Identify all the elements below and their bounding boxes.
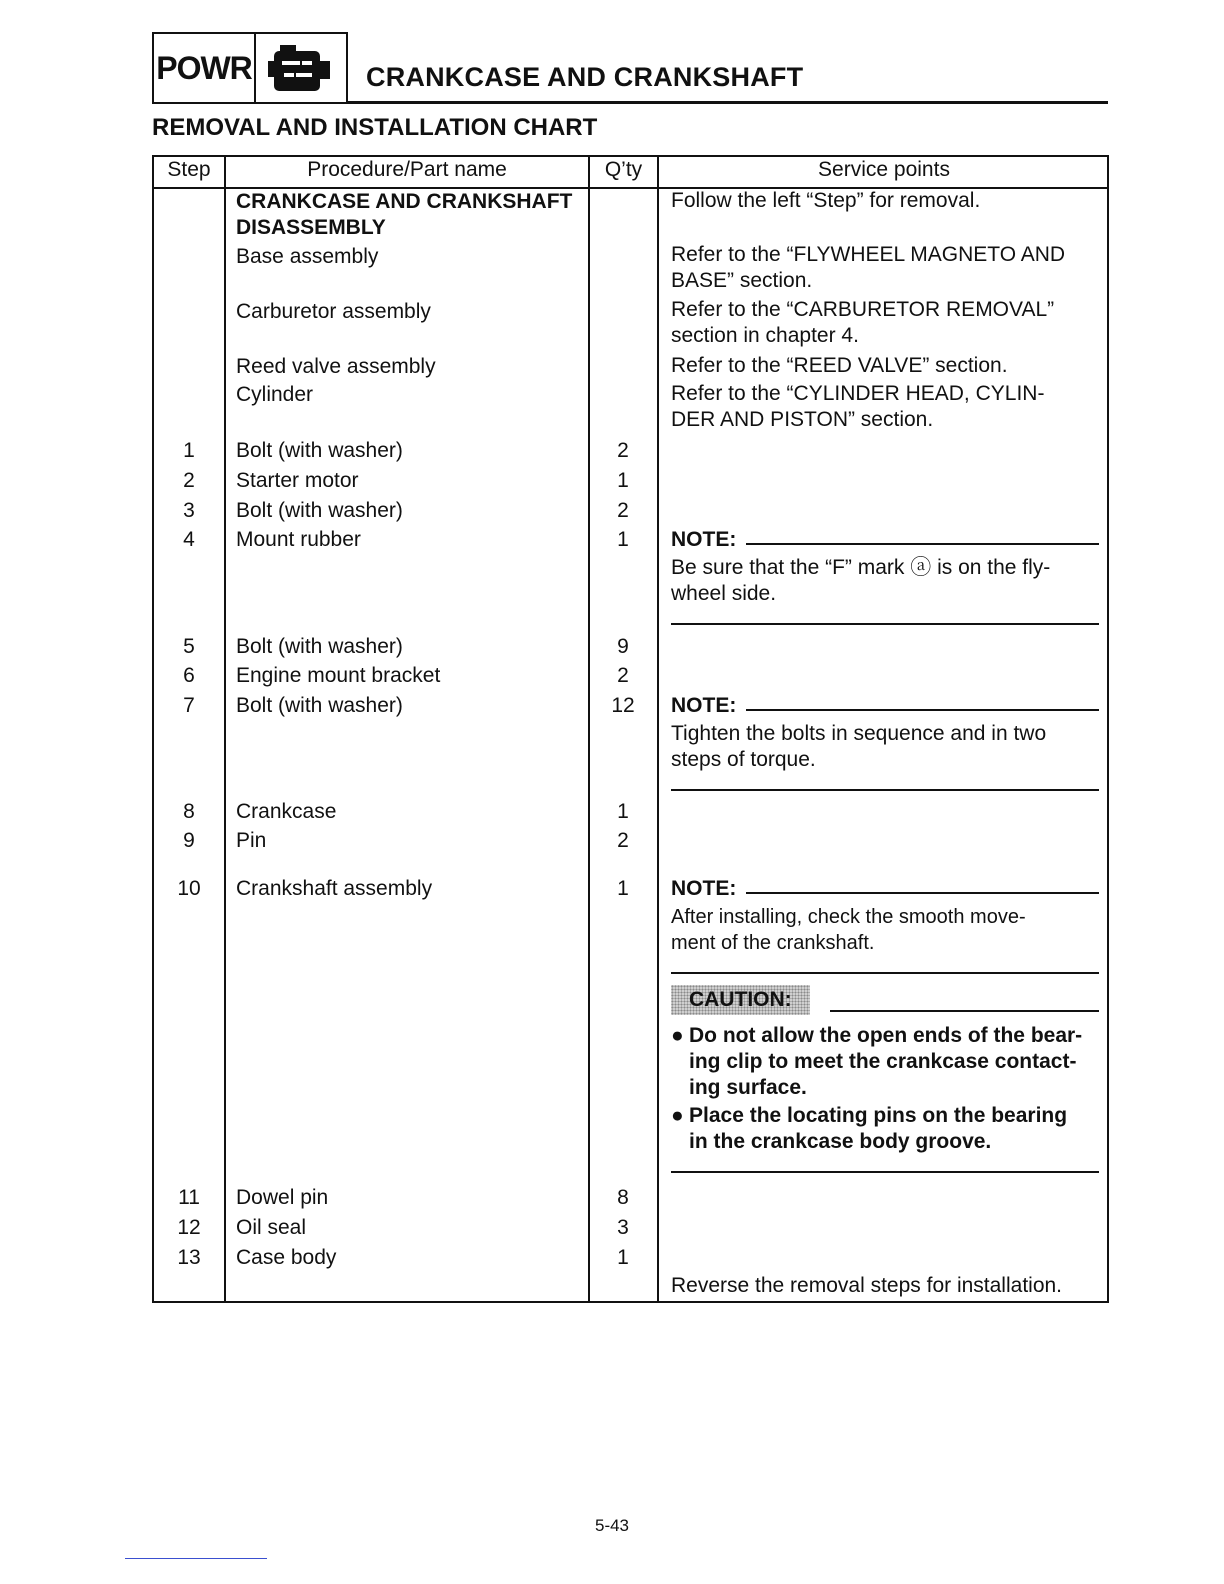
- service-carb-ref: [671, 297, 1099, 349]
- page-number: 5-43: [594, 1516, 630, 1535]
- service-reed-ref: Refer to the “REED VALVE” section.: [671, 354, 1008, 377]
- caution-text: ing clip to meet the crankcase contact-: [689, 1050, 1077, 1073]
- step-number: 1: [183, 439, 195, 462]
- service-line: Refer to the “CARBURETOR REMOVAL”: [671, 298, 1055, 321]
- note-label: NOTE:: [671, 528, 737, 551]
- step-number: 4: [183, 528, 195, 551]
- quantity: 2: [617, 499, 629, 522]
- note-crankshaft: [671, 876, 1099, 974]
- caution-end-rule: [671, 1171, 1099, 1173]
- note-heading: [671, 876, 1099, 902]
- service-follow-steps: Follow the left “Step” for removal.: [671, 189, 981, 212]
- service-line: section in chapter 4.: [671, 324, 859, 347]
- part-name: Engine mount bracket: [236, 664, 441, 687]
- page-title: CRANKCASE AND CRANKSHAFT: [366, 62, 804, 92]
- part-name: Crankshaft assembly: [236, 877, 433, 900]
- note-heading: [671, 693, 1099, 719]
- quantity: 9: [617, 635, 629, 658]
- column-header-qty: Q’ty: [604, 158, 643, 181]
- step-number: 13: [177, 1246, 201, 1269]
- note-text: ment of the crankshaft.: [671, 932, 875, 954]
- part-name: Crankcase: [236, 800, 337, 823]
- service-line: Refer to the “CYLINDER HEAD, CYLIN-: [671, 382, 1045, 405]
- note-label: NOTE:: [671, 694, 737, 717]
- column-header-service: Service points: [818, 158, 950, 181]
- step-number: 12: [177, 1216, 201, 1239]
- note-end-rule: [671, 789, 1099, 791]
- bullet-icon: ●: [671, 1024, 684, 1047]
- part-name: Case body: [236, 1246, 337, 1269]
- removal-installation-table: [152, 155, 1109, 1303]
- step-number: 5: [183, 635, 195, 658]
- note-label: NOTE:: [671, 877, 737, 900]
- column-divider: [657, 157, 659, 1301]
- service-line: Refer to the “FLYWHEEL MAGNETO AND: [671, 243, 1066, 266]
- quantity: 12: [611, 694, 635, 717]
- bottom-rule: [125, 1558, 267, 1559]
- note-text: Tighten the bolts in sequence and in two: [671, 722, 1047, 745]
- part-name: Bolt (with washer): [236, 635, 403, 658]
- caution-bullet: [671, 1103, 1099, 1155]
- chart-title: REMOVAL AND INSTALLATION CHART: [152, 114, 598, 141]
- note-text: wheel side.: [671, 582, 777, 605]
- service-line: BASE” section.: [671, 269, 813, 292]
- part-name: Base assembly: [236, 245, 379, 268]
- quantity: 3: [617, 1216, 629, 1239]
- service-line: DER AND PISTON” section.: [671, 408, 934, 431]
- note-end-rule: [671, 972, 1099, 974]
- note-heading: [671, 527, 1099, 553]
- part-name: DISASSEMBLY: [236, 216, 386, 239]
- part-name: Reed valve assembly: [236, 355, 436, 378]
- column-divider: [224, 157, 226, 1301]
- part-name: Dowel pin: [236, 1186, 329, 1209]
- note-text: After installing, check the smooth move-: [671, 906, 1026, 928]
- quantity: 1: [617, 528, 629, 551]
- bullet-icon: ●: [671, 1104, 684, 1127]
- step-number: 7: [183, 694, 195, 717]
- quantity: 2: [617, 829, 629, 852]
- caution-text: ing surface.: [689, 1076, 807, 1099]
- part-name: Carburetor assembly: [236, 300, 431, 323]
- part-name: Oil seal: [236, 1216, 307, 1239]
- quantity: 1: [617, 469, 629, 492]
- service-cylinder-ref: [671, 381, 1099, 433]
- step-number: 11: [178, 1186, 200, 1209]
- service-reverse: Reverse the removal steps for installation.: [671, 1274, 1063, 1297]
- note-mount-rubber: [671, 527, 1099, 625]
- note-text: steps of torque.: [671, 748, 816, 771]
- note-rule: [746, 543, 1099, 545]
- engine-icon: [256, 34, 346, 102]
- step-number: 8: [183, 800, 195, 823]
- caution-box: [671, 985, 1099, 1173]
- note-text: Be sure that the “F” mark ⓐ is on the fly-: [671, 556, 1051, 579]
- column-header-part: Procedure/Part name: [307, 158, 507, 181]
- quantity: 2: [617, 664, 629, 687]
- caution-heading: [671, 985, 1099, 1015]
- caution-rule: [830, 1010, 1099, 1012]
- quantity: 1: [617, 800, 629, 823]
- part-name: Pin: [236, 829, 267, 852]
- step-number: 9: [183, 829, 195, 852]
- note-end-rule: [671, 623, 1099, 625]
- step-number: 2: [183, 469, 195, 492]
- column-header-step: Step: [167, 158, 211, 181]
- page-header: [152, 32, 1108, 106]
- quantity: 1: [617, 1246, 629, 1269]
- step-number: 6: [183, 664, 195, 687]
- part-name: Bolt (with washer): [236, 499, 403, 522]
- step-number: 3: [183, 499, 195, 522]
- header-rule: [348, 101, 1108, 104]
- service-base-ref: [671, 242, 1099, 294]
- part-name: Cylinder: [236, 383, 314, 406]
- column-divider: [588, 157, 590, 1301]
- note-bolt-sequence: [671, 693, 1099, 791]
- part-name: Bolt (with washer): [236, 439, 403, 462]
- part-name: CRANKCASE AND CRANKSHAFT: [236, 190, 573, 213]
- caution-text: Place the locating pins on the bearing: [689, 1104, 1068, 1127]
- section-logo: [152, 32, 348, 104]
- quantity: 1: [617, 877, 629, 900]
- note-rule: [746, 892, 1099, 894]
- quantity: 2: [617, 439, 629, 462]
- caution-bullet: [671, 1023, 1099, 1101]
- caution-label: CAUTION:: [671, 985, 810, 1015]
- part-name: Mount rubber: [236, 528, 361, 551]
- caution-text: Do not allow the open ends of the bear-: [689, 1024, 1083, 1047]
- step-number: 10: [177, 877, 201, 900]
- part-name: Starter motor: [236, 469, 359, 492]
- section-code: POWR: [154, 34, 256, 102]
- part-name: Bolt (with washer): [236, 694, 403, 717]
- quantity: 8: [617, 1186, 629, 1209]
- note-rule: [746, 709, 1099, 711]
- caution-text: in the crankcase body groove.: [689, 1130, 992, 1153]
